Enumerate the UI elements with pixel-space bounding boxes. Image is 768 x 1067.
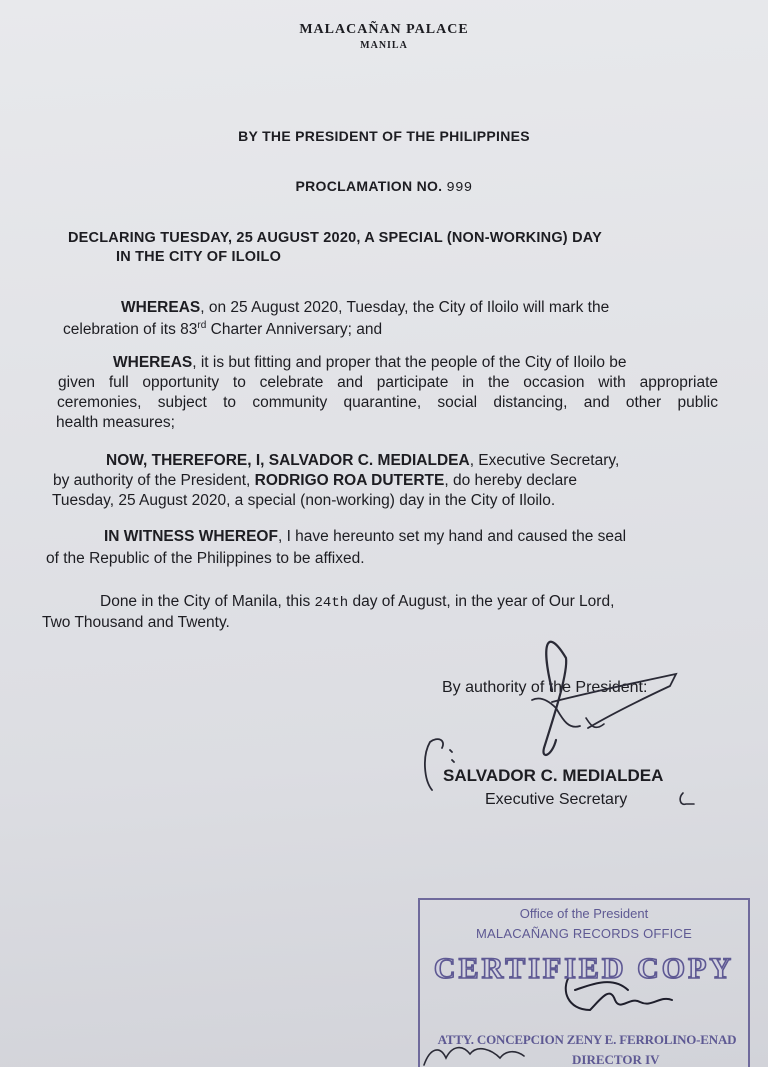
- para3-line-3: Tuesday, 25 August 2020, a special (non-working) day in the City of Iloilo.: [52, 492, 556, 509]
- para2-line-3: ceremonies, subject to community quarantine, social distancing, and other public: [57, 394, 718, 411]
- para1-ordinal: rd: [197, 320, 207, 331]
- para1-lead: WHEREAS: [121, 299, 201, 316]
- para3-line-1: [106, 452, 726, 470]
- para4-line-2: of the Republic of the Philippines to be affixed.: [46, 550, 365, 567]
- stamp-certified-copy: CERTIFIED COPY: [433, 952, 735, 985]
- by-authority-line: By authority of the President:: [442, 679, 648, 696]
- para4-line-1-text: , I have hereunto set my hand and caused the seal: [277, 528, 627, 545]
- stamp-office: Office of the President: [519, 906, 649, 921]
- para3-lead: NOW, THEREFORE, I, SALVADOR C. MEDIALDEA: [106, 452, 470, 469]
- para4-line-1: [104, 528, 734, 546]
- document-title-line-1: DECLARING TUESDAY, 25 AUGUST 2020, A SPECIAL (NON-WORKING) DAY: [68, 230, 602, 246]
- day-value: 24th: [314, 595, 349, 611]
- para5-line-2: Two Thousand and Twenty.: [42, 614, 230, 631]
- proclamation-heading: [0, 178, 768, 196]
- para3-line-2: [53, 472, 728, 490]
- para2-line-4: health measures;: [56, 414, 175, 431]
- para2-line-1: [113, 354, 717, 372]
- city-heading: MANILA: [360, 40, 408, 51]
- para1-line-2-pre: celebration of its 83: [63, 321, 198, 339]
- para5-line-1-post: day of August, in the year of Our Lord,: [348, 593, 615, 610]
- para3-line-2-post: , do hereby declare: [444, 472, 578, 489]
- para3-line-2-pre: by authority of the President,: [53, 472, 255, 489]
- certified-copy-stamp: [418, 898, 750, 1067]
- stamp-records-office: MALACAÑANG RECORDS OFFICE: [476, 926, 692, 941]
- para5-line-1: [100, 593, 740, 611]
- para2-lead: WHEREAS: [113, 354, 193, 371]
- signatory-name: SALVADOR C. MEDIALDEA: [443, 766, 664, 785]
- proclamation-label: PROCLAMATION NO.: [295, 178, 443, 194]
- para1-line-1: [121, 299, 711, 317]
- stamp-director-title: DIRECTOR IV: [572, 1052, 660, 1067]
- para4-lead: IN WITNESS WHEREOF: [104, 528, 278, 545]
- para3-line-1-text: , Executive Secretary,: [469, 452, 620, 469]
- para5-line-1-pre: Done in the City of Manila, this: [100, 593, 315, 610]
- para1-line-1-text: , on 25 August 2020, Tuesday, the City of Iloilo will mark the: [200, 299, 610, 316]
- para1-line-2-post: Charter Anniversary; and: [206, 321, 383, 339]
- issuer-heading: BY THE PRESIDENT OF THE PHILIPPINES: [238, 128, 530, 144]
- signatory-position: Executive Secretary: [485, 791, 628, 808]
- president-name: RODRIGO ROA DUTERTE: [254, 472, 445, 489]
- para1-line-2: [63, 320, 382, 339]
- proclamation-number: 999: [446, 180, 473, 196]
- office-heading: MALACAÑAN PALACE: [299, 22, 469, 37]
- para2-line-1-text: , it is but fitting and proper that the people of the City of Iloilo be: [192, 354, 627, 371]
- stamp-attorney-name: ATTY. CONCEPCION ZENY E. FERROLINO-ENAD: [437, 1032, 737, 1047]
- document-title-line-2: IN THE CITY OF ILOILO: [116, 249, 282, 265]
- para2-line-2: given full opportunity to celebrate and participate in the occasion with appropriate: [58, 374, 718, 391]
